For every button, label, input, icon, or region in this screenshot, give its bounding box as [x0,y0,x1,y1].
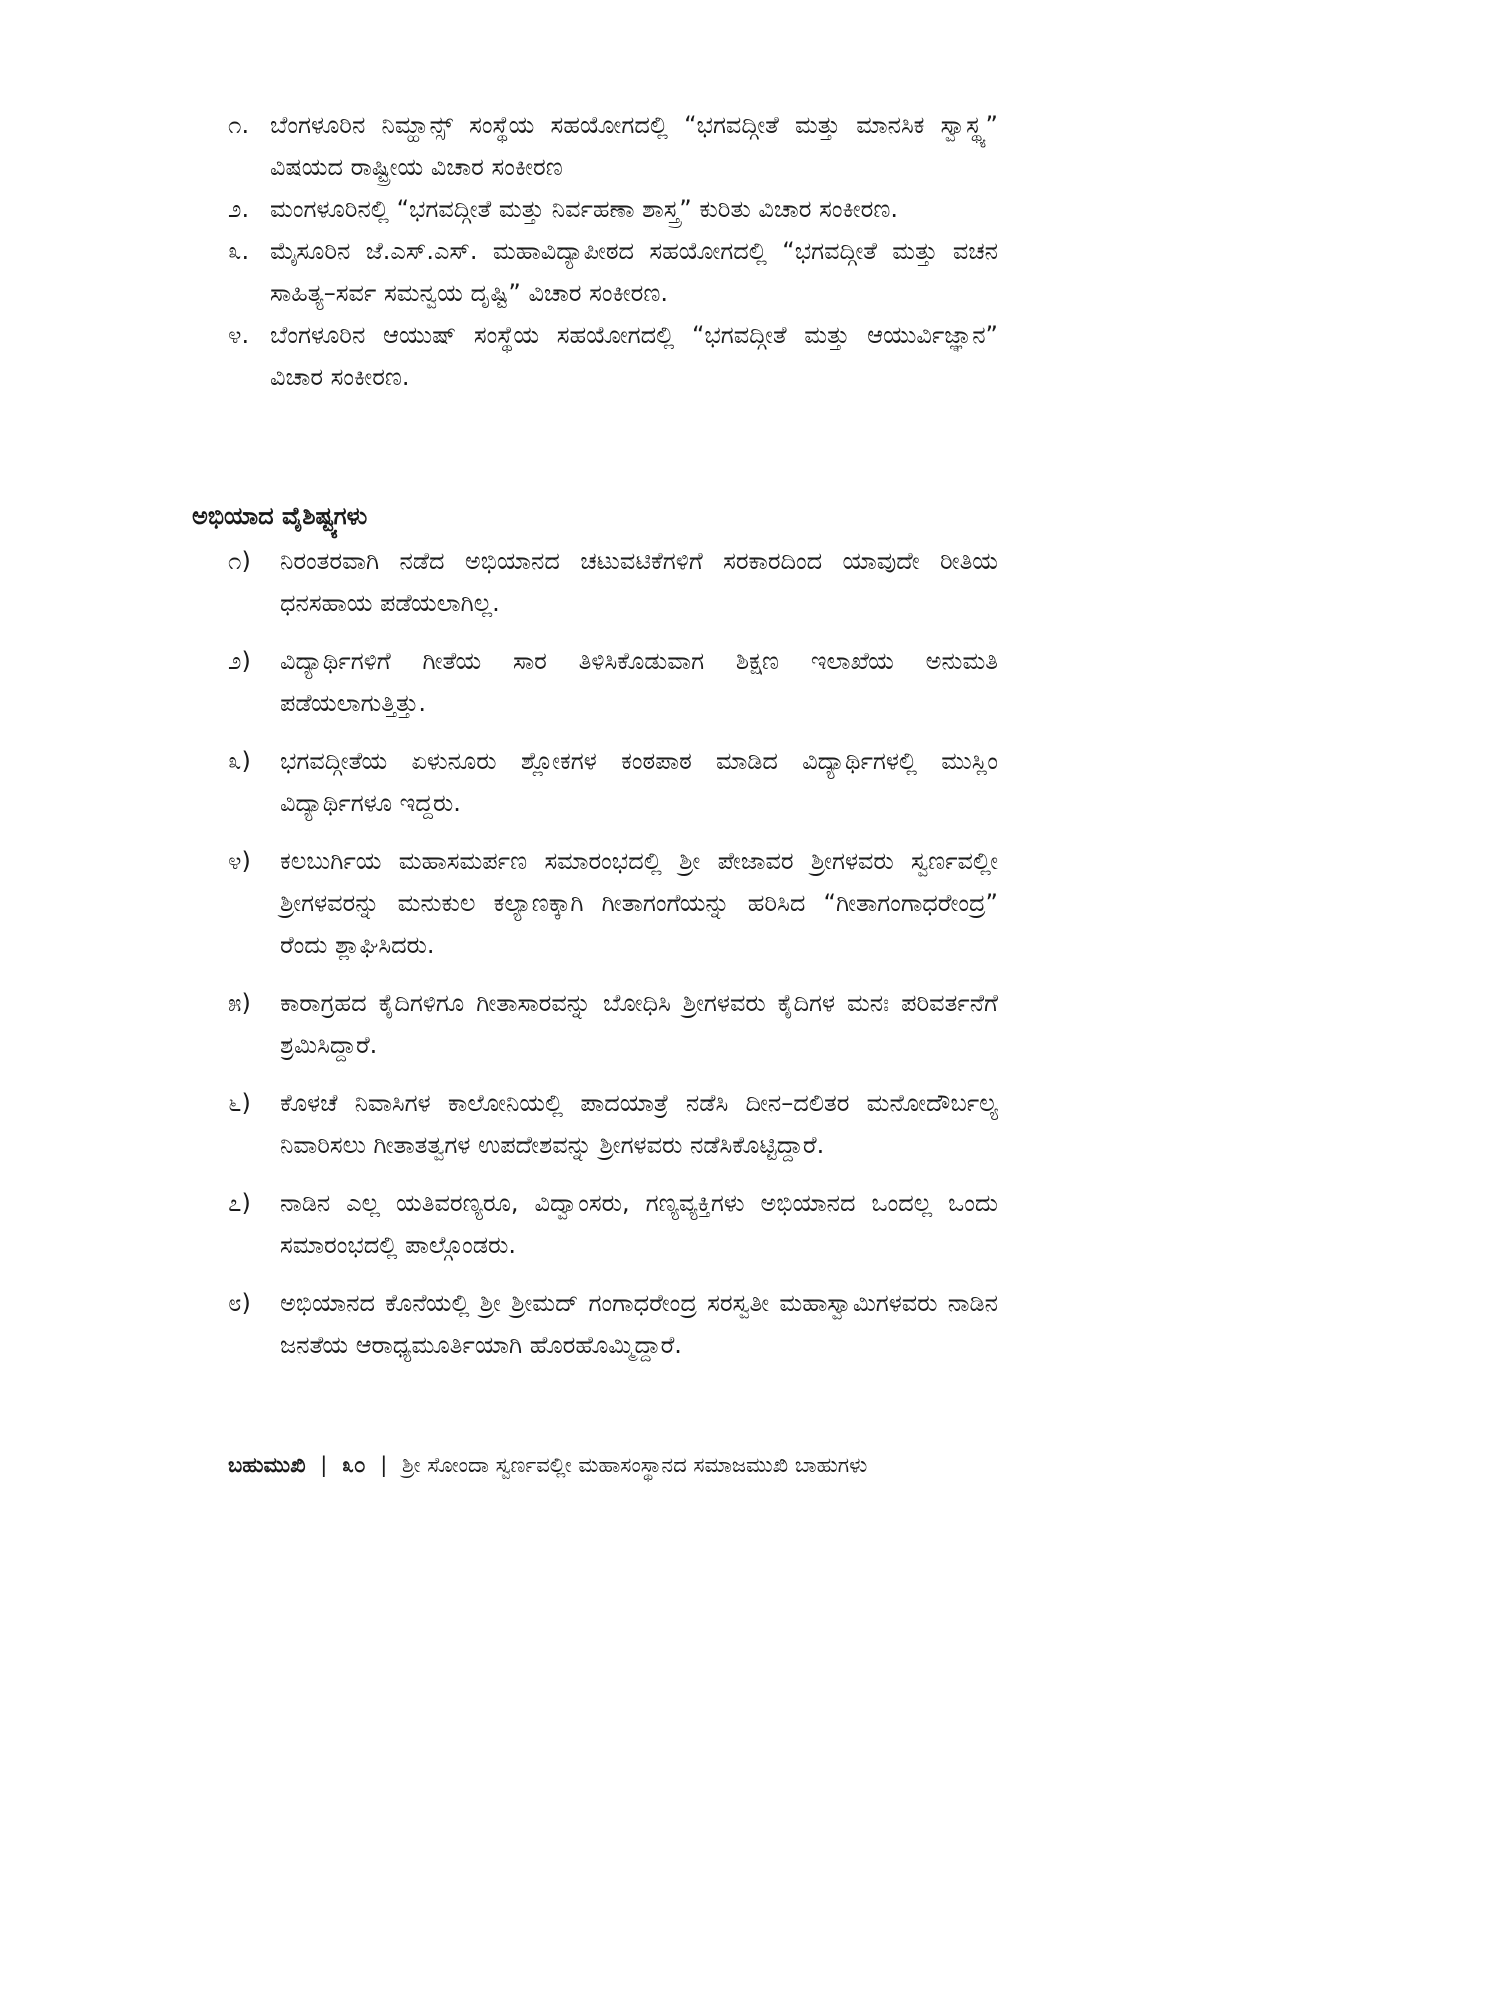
event-item [228,314,998,398]
footer-running-title: ಶ್ರೀ ಸೋಂದಾ ಸ್ವರ್ಣವಲ್ಲೀ ಮಹಾಸಂಸ್ಥಾನದ ಸಮಾಜಮುಖಿ ಬಾಹುಗಳು [402,1453,868,1477]
feature-number: ೬) [228,1089,251,1117]
feature-text: ಭಗವದ್ಗೀತೆಯ ಏಳುನೂರು ಶ್ಲೋಕಗಳ ಕಂಠಪಾಠ ಮಾಡಿದ ವಿದ್ಯಾರ್ಥಿಗಳಲ್ಲಿ ಮುಸ್ಲಿಂ ವಿದ್ಯಾರ್ಥಿಗಳೂ ಇದ್ದರು. [280,747,998,817]
event-text: ಬೆಂಗಳೂರಿನ ನಿಮ್ಹಾನ್ಸ್ ಸಂಸ್ಥೆಯ ಸಹಯೋಗದಲ್ಲಿ “ಭಗವದ್ಗೀತೆ ಮತ್ತು ಮಾನಸಿಕ ಸ್ವಾಸ್ಥ್ಯ” ವಿಷಯದ ರಾಷ್ಟ್ರೀಯ ವಿಚಾರ ಸಂಕೀರಣ [270,111,998,181]
feature-item [228,740,998,824]
feature-item [228,640,998,724]
feature-number: ೭) [228,1189,251,1217]
event-number: ೩. [228,237,250,265]
event-number: ೪. [228,321,250,349]
events-list [228,104,998,398]
footer-separator: | [320,1453,328,1477]
page-footer [228,1448,1008,1482]
event-item [228,230,998,314]
event-number: ೧. [228,111,250,139]
feature-text: ವಿದ್ಯಾರ್ಥಿಗಳಿಗೆ ಗೀತೆಯ ಸಾರ ತಿಳಿಸಿಕೊಡುವಾಗ ಶಿಕ್ಷಣ ಇಲಾಖೆಯ ಅನುಮತಿ ಪಡೆಯಲಾಗುತ್ತಿತ್ತು. [280,647,998,717]
feature-text: ನಾಡಿನ ಎಲ್ಲ ಯತಿವರಣ್ಯರೂ, ವಿದ್ವಾಂಸರು, ಗಣ್ಯವ್ಯಕ್ತಿಗಳು ಅಭಿಯಾನದ ಒಂದಲ್ಲ ಒಂದು ಸಮಾರಂಭದಲ್ಲಿ ಪಾಲ್ಗೊಂಡರು. [280,1189,998,1259]
feature-number: ೫) [228,989,251,1017]
footer-separator: | [380,1453,388,1477]
features-list [228,540,998,1382]
feature-item [228,1282,998,1366]
feature-item [228,1182,998,1266]
feature-number: ೧) [228,547,251,575]
feature-number: ೪) [228,847,251,875]
event-text: ಮಂಗಳೂರಿನಲ್ಲಿ “ಭಗವದ್ಗೀತೆ ಮತ್ತು ನಿರ್ವಹಣಾ ಶಾಸ್ತ್ರ” ಕುರಿತು ವಿಚಾರ ಸಂಕೀರಣ. [270,195,898,223]
feature-number: ೩) [228,747,251,775]
footer-book-title: ಬಹುಮುಖಿ [228,1453,306,1477]
feature-text: ಕಾರಾಗ್ರಹದ ಕೈದಿಗಳಿಗೂ ಗೀತಾಸಾರವನ್ನು ಬೋಧಿಸಿ ಶ್ರೀಗಳವರು ಕೈದಿಗಳ ಮನಃ ಪರಿವರ್ತನೆಗೆ ಶ್ರಮಿಸಿದ್ದಾರೆ. [280,989,998,1059]
feature-item [228,982,998,1066]
feature-text: ಕಲಬುರ್ಗಿಯ ಮಹಾಸಮರ್ಪಣ ಸಮಾರಂಭದಲ್ಲಿ ಶ್ರೀ ಪೇಜಾವರ ಶ್ರೀಗಳವರು ಸ್ವರ್ಣವಲ್ಲೀ ಶ್ರೀಗಳವರನ್ನು ಮನುಕುಲ ಕಲ್ಯಾಣಕ್ಕಾಗಿ ಗೀತಾಗಂಗೆಯನ್ನು ಹರಿಸಿದ “ಗೀತಾಗಂಗಾಧರೇಂದ್ರ” ರೆಂದು ಶ್ಲಾಘಿಸಿದರು. [280,847,998,959]
feature-item [228,540,998,624]
feature-text: ಕೊಳಚೆ ನಿವಾಸಿಗಳ ಕಾಲೋನಿಯಲ್ಲಿ ಪಾದಯಾತ್ರೆ ನಡೆಸಿ ದೀನ–ದಲಿತರ ಮನೋದೌರ್ಬಲ್ಯ ನಿವಾರಿಸಲು ಗೀತಾತತ್ವಗಳ ಉಪದೇಶವನ್ನು ಶ್ರೀಗಳವರು ನಡೆಸಿಕೊಟ್ಟಿದ್ದಾರೆ. [280,1089,998,1159]
feature-item [228,1082,998,1166]
event-text: ಮೈಸೂರಿನ ಜೆ.ಎಸ್.ಎಸ್. ಮಹಾವಿದ್ಯಾಪೀಠದ ಸಹಯೋಗದಲ್ಲಿ “ಭಗವದ್ಗೀತೆ ಮತ್ತು ವಚನ ಸಾಹಿತ್ಯ–ಸರ್ವ ಸಮನ್ವಯ ದೃಷ್ಟಿ” ವಿಚಾರ ಸಂಕೀರಣ. [270,237,998,307]
feature-item [228,840,998,966]
feature-text: ನಿರಂತರವಾಗಿ ನಡೆದ ಅಭಿಯಾನದ ಚಟುವಟಿಕೆಗಳಿಗೆ ಸರಕಾರದಿಂದ ಯಾವುದೇ ರೀತಿಯ ಧನಸಹಾಯ ಪಡೆಯಲಾಗಿಲ್ಲ. [280,547,998,617]
feature-text: ಅಭಿಯಾನದ ಕೊನೆಯಲ್ಲಿ ಶ್ರೀ ಶ್ರೀಮದ್ ಗಂಗಾಧರೇಂದ್ರ ಸರಸ್ವತೀ ಮಹಾಸ್ವಾಮಿಗಳವರು ನಾಡಿನ ಜನತೆಯ ಆರಾಧ್ಯಮೂರ್ತಿಯಾಗಿ ಹೊರಹೊಮ್ಮಿದ್ದಾರೆ. [280,1289,998,1359]
event-item [228,188,998,230]
event-text: ಬೆಂಗಳೂರಿನ ಆಯುಷ್ ಸಂಸ್ಥೆಯ ಸಹಯೋಗದಲ್ಲಿ “ಭಗವದ್ಗೀತೆ ಮತ್ತು ಆಯುರ್ವಿಜ್ಞಾನ” ವಿಚಾರ ಸಂಕೀರಣ. [270,321,998,391]
event-number: ೨. [228,195,250,223]
footer-page-number: ೩೦ [342,1453,366,1477]
feature-number: ೮) [228,1289,251,1317]
event-item [228,104,998,188]
features-heading: ಅಭಿಯಾದ ವೈಶಿಷ್ಟ್ಯಗಳು [192,502,368,530]
feature-number: ೨) [228,647,251,675]
